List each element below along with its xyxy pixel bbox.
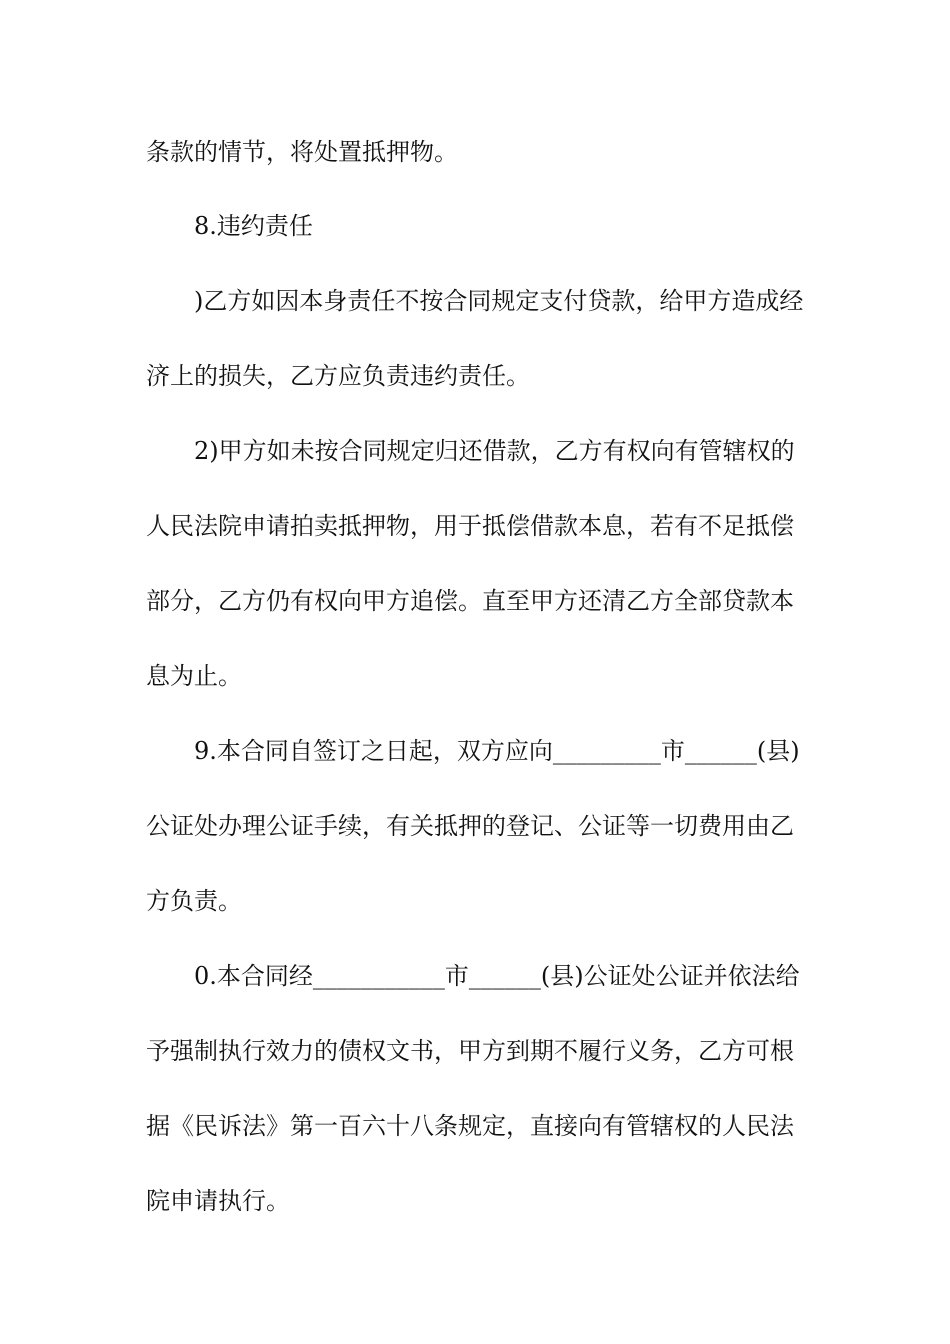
text-line: )乙方如因本身责任不按合同规定支付贷款，给甲方造成经 (194, 287, 804, 315)
text-line: 9.本合同自签订之日起，双方应向_________市______(县) (194, 737, 800, 765)
text-line: 息为止。 (146, 662, 242, 690)
text-line: 予强制执行效力的债权文书，甲方到期不履行义务，乙方可根 (146, 1037, 794, 1065)
text-line: 方负责。 (146, 887, 242, 915)
text-line: 公证处办理公证手续，有关抵押的登记、公证等一切费用由乙 (146, 812, 794, 840)
text-line: 部分，乙方仍有权向甲方追偿。直至甲方还清乙方全部贷款本 (146, 587, 794, 615)
text-line: 人民法院申请拍卖抵押物，用于抵偿借款本息，若有不足抵偿 (146, 512, 794, 540)
text-line: 院申请执行。 (146, 1187, 290, 1215)
text-line: 济上的损失，乙方应负责违约责任。 (146, 362, 530, 390)
section-heading: 8.违约责任 (194, 212, 313, 240)
text-line: 条款的情节，将处置抵押物。 (146, 138, 458, 166)
text-line: 据《民诉法》第一百六十八条规定，直接向有管辖权的人民法 (146, 1112, 794, 1140)
text-line: 2)甲方如未按合同规定归还借款，乙方有权向有管辖权的 (194, 437, 795, 465)
text-line: 0.本合同经___________市______(县)公证处公证并依法给 (194, 962, 800, 990)
